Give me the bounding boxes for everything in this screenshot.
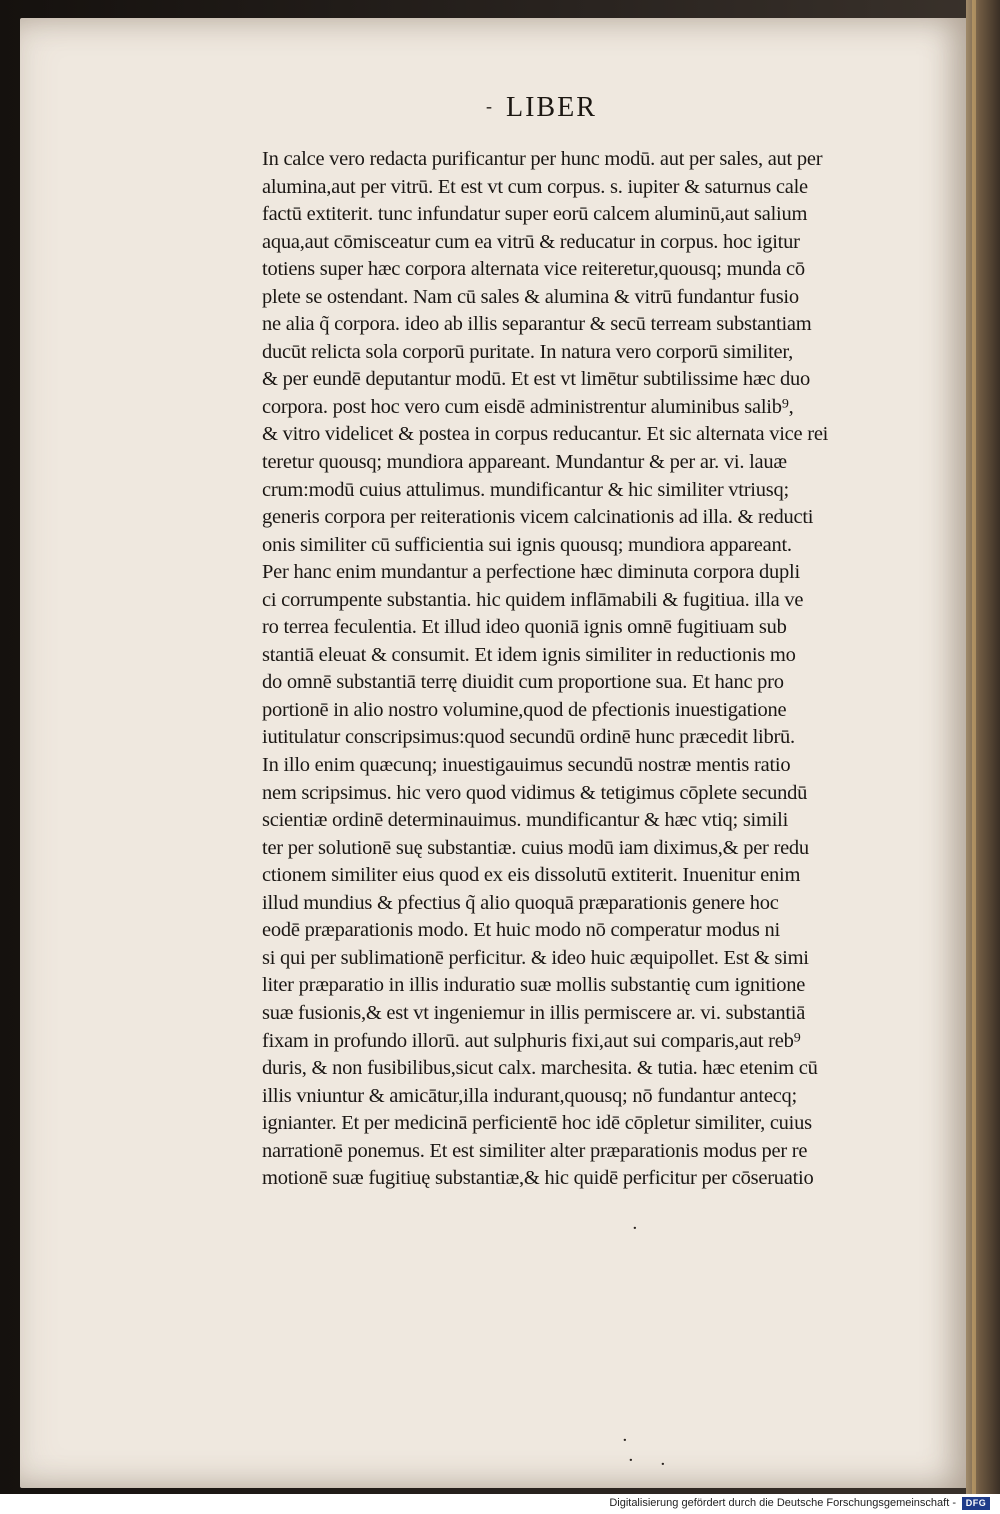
ink-speck: ·	[632, 1218, 638, 1239]
text-line: portionē in alio nostro volumine,quod de pfectionis inuestigatione	[262, 698, 787, 721]
text-line: scientiæ ordinē determinauimus. mundificantur & hæc vtiq; simili	[262, 809, 789, 832]
text-line: In illo enim quæcunq; inuestigauimus secundū nostræ mentis ratio	[262, 754, 791, 777]
text-line: generis corpora per reiterationis vicem calcinationis ad illa. & reducti	[262, 506, 814, 529]
body-text	[262, 146, 938, 1193]
text-line: ctionem similiter eius quod ex eis dissolutū extiterit. Inuenitur enim	[262, 864, 801, 887]
running-head-title: LIBER	[506, 92, 597, 123]
text-line: onis similiter cū sufficientia sui ignis quousq; mundiora appareant.	[262, 533, 792, 556]
text-line: factū extiterit. tunc infundatur super eorū calcem aluminū,aut salium	[262, 203, 808, 226]
text-line: liter præparatio in illis induratio suæ mollis substantię cum ignitione	[262, 974, 806, 997]
text-line: plete se ostendant. Nam cū sales & alumina & vitrū fundantur fusio	[262, 285, 799, 308]
text-line: do omnē substantiā terrę diuidit cum proportione sua. Et hanc pro	[262, 671, 784, 694]
text-line: totiens super hæc corpora alternata vice reiteretur,quousq; munda cō	[262, 258, 805, 281]
text-line: illud mundius & pfectius q̃ alio quoquā præparationis genere hoc	[262, 891, 779, 914]
text-line: eodē præparationis modo. Et huic modo nō comperatur modus ni	[262, 919, 780, 942]
text-line: ro terrea feculentia. Et illud ideo quoniā ignis omnē fugitiuam sub	[262, 616, 787, 639]
text-line: Per hanc enim mundantur a perfectione hæc diminuta corpora dupli	[262, 561, 800, 584]
text-line: teretur quousq; mundiora appareant. Mundantur & per ar. vi. lauæ	[262, 451, 787, 474]
text-line: illis vniuntur & amicātur,illa indurant,quousq; nō fundantur antecq;	[262, 1084, 797, 1107]
ink-speck: ·	[660, 1454, 666, 1475]
text-line: & vitro videlicet & postea in corpus reducantur. Et sic alternata vice rei	[262, 423, 829, 446]
ink-speck: ·	[628, 1450, 634, 1471]
text-line: iutitulatur conscripsimus:quod secundū ordinē hunc præcedit librū.	[262, 726, 795, 749]
text-line: si qui per sublimationē perficitur. & ideo huic æquipollet. Est & simi	[262, 946, 809, 969]
text-line: ne alia q̃ corpora. ideo ab illis separantur & secū terream substantiam	[262, 313, 812, 336]
text-line: narrationē ponemus. Et est similiter alter præparationis modus per re	[262, 1139, 808, 1162]
text-line: In calce vero redacta purificantur per hunc modū. aut per sales, aut per	[262, 148, 823, 170]
text-line: ducūt relicta sola corporū puritate. In natura vero corporū similiter,	[262, 340, 793, 363]
text-line: suæ fusionis,& est vt ingeniemur in illis permiscere ar. vi. substantiā	[262, 1001, 806, 1024]
text-line: ci corrumpente substantia. hic quidem inflāmabili & fugitiua. illa ve	[262, 588, 804, 611]
ink-speck: ·	[622, 1430, 628, 1451]
text-line: motionē suæ fugitiuę substantiæ,& hic quidē perficitur per cōseruatio	[262, 1167, 814, 1190]
text-line: ignianter. Et per medicinā perficientē hoc idē cōpletur similiter, cuius	[262, 1112, 812, 1135]
text-line: alumina,aut per vitrū. Et est vt cum corpus. s. iupiter & saturnus cale	[262, 175, 808, 198]
dfg-logo: DFG	[962, 1497, 990, 1510]
text-line: duris, & non fusibilibus,sicut calx. marchesita. & tutia. hæc etenim cū	[262, 1057, 818, 1080]
text-line: ter per solutionē suę substantiæ. cuius modū iam diximus,& per redu	[262, 836, 809, 859]
text-line: aqua,aut cōmisceatur cum ea vitrū & reducatur in corpus. hoc igitur	[262, 230, 800, 253]
running-head: - LIBER	[486, 92, 597, 123]
text-line: crum:modū cuius attulimus. mundificantur & hic similiter vtriusq;	[262, 478, 789, 501]
text-line: stantiā eleuat & consumit. Et idem ignis similiter in reductionis mo	[262, 643, 796, 666]
text-line: corpora. post hoc vero cum eisdē administrentur aluminibus salib⁹,	[262, 395, 794, 418]
page-edge	[966, 0, 1000, 1494]
text-line: nem scripsimus. hic vero quod vidimus & tetigimus cōplete secundū	[262, 781, 808, 804]
text-line: & per eundē deputantur modū. Et est vt limētur subtilissime hæc duo	[262, 368, 811, 391]
funding-credit: Digitalisierung gefördert durch die Deutsche Forschungsgemeinschaft -	[609, 1497, 956, 1509]
text-line: fixam in profundo illorū. aut sulphuris fixi,aut sui comparis,aut reb⁹	[262, 1029, 801, 1052]
